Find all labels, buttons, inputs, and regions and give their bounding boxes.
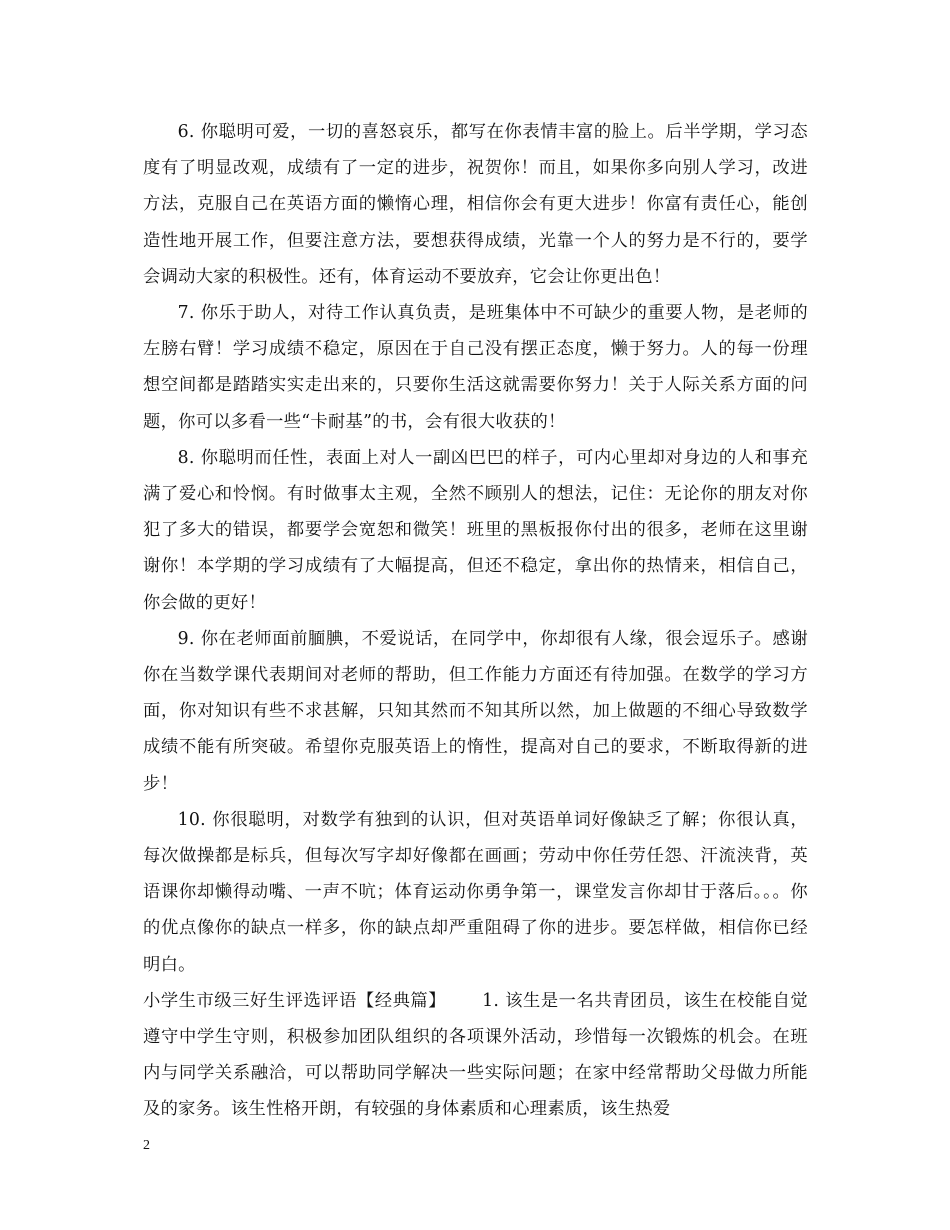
comment-paragraph-6: 6. 你聪明可爱，一切的喜怒哀乐，都写在你表情丰富的脸上。后半学期，学习态度有了明显改观，成绩有了一定的进步，祝贺你！而且，如果你多向别人学习，改进方法，克服自己在英语方面的懒惰心理，相信你会有更大进步！你富有责任心，能创造性地开展工作，但要注意方法，要想获得成绩，光靠一个人的努力是不行的，要学会调动大家的积极性。还有，体育运动不要放弃，它会让你更出色！ — [143, 122, 808, 287]
comment-paragraph-7: 7. 你乐于助人，对待工作认真负责，是班集体中不可缺少的重要人物，是老师的左膀右臂！学习成绩不稳定，原因在于自己没有摆正态度，懒于努力。人的每一份理想空间都是踏踏实实走出来的，只要你生活这就需要你努力！关于人际关系方面的问题，你可以多看一些“卡耐基”的书，会有很大收获的！ — [143, 303, 808, 432]
section-first-item: 1. 该生是一名共青团员，该生在校能自觉遵守中学生守则，积极参加团队组织的各项课外活动，珍惜每一次锻炼的机会。在班内与同学关系融洽，可以帮助同学解决一些实际问题；在家中经常帮助父母做力所能及的家务。该生性格开朗，有较强的身体素质和心理素质，该生热爱 — [143, 990, 808, 1120]
document-body — [143, 114, 808, 1128]
section-paragraph — [143, 983, 808, 1128]
comment-paragraph-9: 9. 你在老师面前腼腆，不爱说话，在同学中，你却很有人缘，很会逗乐子。感谢你在当数学课代表期间对老师的帮助，但工作能力方面还有待加强。在数学的学习方面，你对知识有些不求甚解，只知其然而不知其所以然，加上做题的不细心导致数学成绩不能有所突破。希望你克服英语上的惰性，提高对自己的要求，不断取得新的进步！ — [143, 628, 808, 794]
section-title: 小学生市级三好生评选评语【经典篇】 — [143, 990, 447, 1011]
comment-paragraph-10: 10. 你很聪明，对数学有独到的认识，但对英语单词好像缺乏了解；你很认真，每次做操都是标兵，但每次写字却好像都在画画；劳动中你任劳任怨、汗流浃背，英语课你却懒得动嘴、一声不吭；体育运动你勇争第一，课堂发言你却甘于落后。。。你的优点像你的缺点一样多，你的缺点却严重阻碍了你的进步。要怎样做，相信你已经明白。 — [143, 809, 808, 975]
page-number: 2 — [143, 1138, 150, 1153]
comment-paragraph-8: 8. 你聪明而任性，表面上对人一副凶巴巴的样子，可内心里却对身边的人和事充满了爱心和怜悯。有时做事太主观，全然不顾别人的想法，记住：无论你的朋友对你犯了多大的错误，都要学会宽恕和微笑！班里的黑板报你付出的很多，老师在这里谢谢你！本学期的学习成绩有了大幅提高，但还不稳定，拿出你的热情来，相信自己，你会做的更好！ — [143, 447, 808, 613]
